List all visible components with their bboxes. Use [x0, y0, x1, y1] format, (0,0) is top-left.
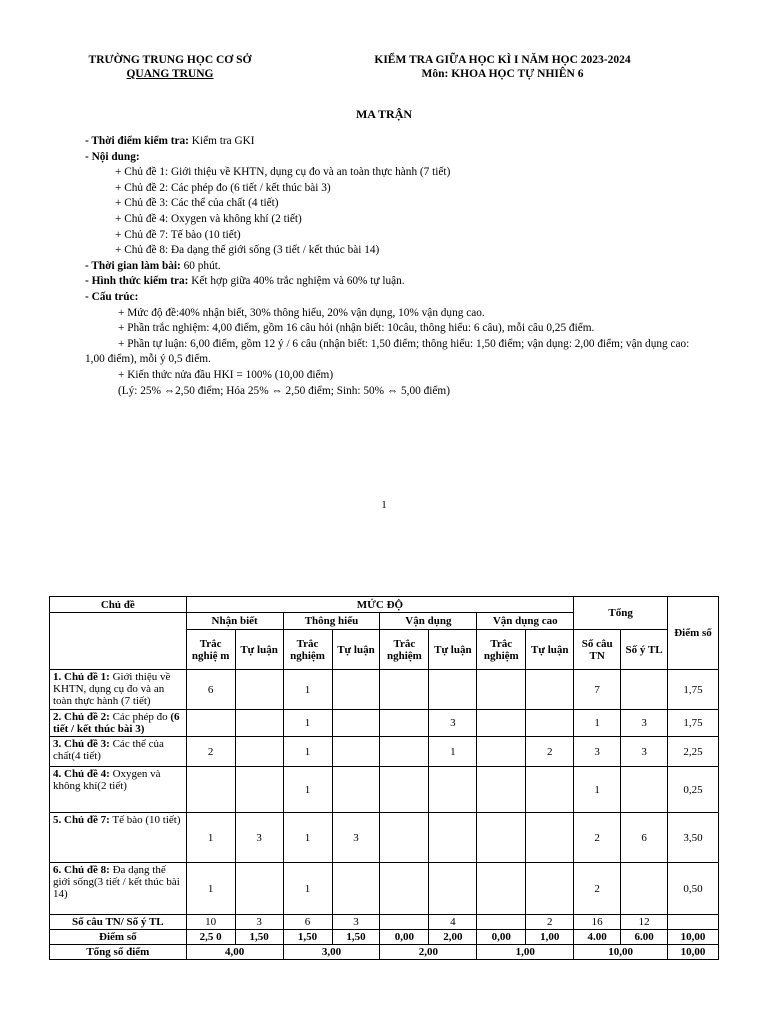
value-cell: [429, 813, 477, 863]
time-line: - Thời điểm kiểm tra: Kiểm tra GKI: [85, 135, 255, 147]
value-cell: 1,75: [668, 670, 719, 710]
level-application: Vận dụng: [380, 613, 477, 630]
value-cell: 1: [283, 670, 332, 710]
level-high-application: Vận dụng cao: [477, 613, 574, 630]
value-cell: 1: [186, 813, 235, 863]
value-cell: [332, 670, 380, 710]
value-cell: 2: [526, 737, 574, 767]
value-cell: [235, 710, 283, 737]
exam-title: [345, 53, 660, 81]
topic-cell: 4. Chủ đề 4: Oxygen và không khí(2 tiết): [50, 767, 187, 813]
value-cell: 1: [283, 710, 332, 737]
value-cell: [332, 737, 380, 767]
table-row: [50, 863, 719, 915]
value-cell: 6: [186, 670, 235, 710]
value-cell: [429, 670, 477, 710]
value-cell: [621, 863, 668, 915]
subheader-essay: Tự luận: [429, 630, 477, 670]
structure-item: + Phần tự luận: 6,00 điểm, gồm 12 ý / 6 câu (nhận biết: 1,50 điểm; thông hiểu: 1,50 điểm; vận dụng: 2,00 điểm; vận dụng cao: 1,00 điểm), mỗi ý 0,5 điểm.: [85, 337, 690, 366]
value-cell: 1: [283, 737, 332, 767]
value-cell: [332, 710, 380, 737]
value-cell: [235, 670, 283, 710]
value-cell: 2: [574, 863, 621, 915]
value-cell: [477, 863, 526, 915]
subheader-essay-count: Số ý TL: [621, 630, 668, 670]
school-line-2: QUANG TRUNG: [126, 68, 214, 80]
value-cell: [235, 767, 283, 813]
value-cell: [477, 767, 526, 813]
value-cell: 3,50: [668, 813, 719, 863]
value-cell: [235, 737, 283, 767]
value-cell: 0,25: [668, 767, 719, 813]
page-number: 1: [381, 499, 387, 511]
table-row: [50, 670, 719, 710]
duration-line: - Thời gian làm bài: 60 phút.: [85, 259, 221, 272]
count-row: Số câu TN/ Số ý TL 10 3 6 3 4 2 16 12: [50, 915, 719, 930]
value-cell: 2: [574, 813, 621, 863]
subheader-mc-count: Số câu TN: [574, 630, 621, 670]
structure-item: + Phần trắc nghiệm: 4,00 điểm, gồm 16 câu hỏi (nhận biết: 10câu, thông hiểu: 6 câu), mỗi câu 0,25 điểm.: [118, 322, 595, 335]
value-cell: [621, 767, 668, 813]
value-cell: 1: [186, 863, 235, 915]
topic-item: + Chủ đề 2: Các phép đo (6 tiết / kết thúc bài 3): [115, 181, 331, 194]
value-cell: [526, 863, 574, 915]
structure-item: (Lý: 25% ⇔2,50 điểm; Hóa 25% ⇔ 2,50 điểm; Sinh: 50% ⇔ 5,00 điểm): [118, 384, 450, 397]
subheader-essay: Tự luận: [235, 630, 283, 670]
value-cell: 2: [186, 737, 235, 767]
subheader-essay: Tự luận: [332, 630, 380, 670]
header-level: MỨC ĐỘ: [186, 597, 574, 613]
value-cell: 6: [621, 813, 668, 863]
value-cell: 1: [574, 710, 621, 737]
exam-matrix-table: [49, 596, 719, 960]
topic-cell: 2. Chủ đề 2: Các phép đo (6 tiết / kết thúc bài 3): [50, 710, 187, 737]
value-cell: [380, 767, 429, 813]
school-name: [70, 53, 270, 81]
value-cell: [429, 863, 477, 915]
topic-cell: 5. Chủ đề 7: Tế bào (10 tiết): [50, 813, 187, 863]
topic-cell: 1. Chủ đề 1: Giới thiệu về KHTN, dụng cụ đo và an toàn thực hành (7 tiết): [50, 670, 187, 710]
value-cell: 1: [283, 767, 332, 813]
exam-line-1: KIỂM TRA GIỮA HỌC KÌ I NĂM HỌC 2023-2024: [374, 54, 631, 66]
structure-label: - Cấu trúc:: [85, 290, 139, 303]
structure-item: + Kiến thức nửa đầu HKI = 100% (10,00 điểm): [118, 368, 334, 381]
topic-rows: [50, 670, 719, 915]
header-total: Tổng: [574, 597, 668, 630]
value-cell: 1: [574, 767, 621, 813]
value-cell: [332, 767, 380, 813]
value-cell: 7: [574, 670, 621, 710]
table-row: [50, 737, 719, 767]
value-cell: [526, 767, 574, 813]
value-cell: 3: [235, 813, 283, 863]
value-cell: [235, 863, 283, 915]
value-cell: 1: [283, 863, 332, 915]
topic-item: + Chủ đề 1: Giới thiệu về KHTN, dụng cụ đo và an toàn thực hành (7 tiết): [115, 166, 451, 179]
value-cell: [332, 863, 380, 915]
page-title: MA TRẬN: [355, 107, 413, 121]
value-cell: 2,25: [668, 737, 719, 767]
total-row: Tổng số điểm 4,00 3,00 2,00 1,00 10,00 10,00: [50, 945, 719, 960]
format-line: - Hình thức kiểm tra: Kết hợp giữa 40% trắc nghiệm và 60% tự luận.: [85, 275, 405, 288]
value-cell: [380, 813, 429, 863]
value-cell: 3: [429, 710, 477, 737]
table-header-row: [50, 597, 719, 613]
exam-subject: Môn: KHOA HỌC TỰ NHIÊN 6: [421, 68, 584, 80]
exam-info: [85, 134, 705, 399]
school-line-1: TRƯỜNG TRUNG HỌC CƠ SỞ: [88, 54, 252, 66]
score-row: Điểm số 2,5 0 1,50 1,50 1,50 0,00 2,00 0,00 1,00 4.00 6.00 10,00: [50, 930, 719, 945]
subheader-mc: Trắc nghiệm: [283, 630, 332, 670]
level-recognition: Nhận biết: [186, 613, 283, 630]
subheader-mc: Trắc nghiệm: [380, 630, 429, 670]
value-cell: [621, 670, 668, 710]
value-cell: [186, 710, 235, 737]
value-cell: [526, 670, 574, 710]
value-cell: [477, 670, 526, 710]
value-cell: [380, 737, 429, 767]
value-cell: 3: [621, 737, 668, 767]
subheader-mc: Trắc nghiệm: [477, 630, 526, 670]
topic-item: + Chủ đề 7: Tế bào (10 tiết): [115, 228, 241, 241]
topic-item: + Chủ đề 4: Oxygen và không khí (2 tiết): [115, 212, 302, 225]
value-cell: 3: [332, 813, 380, 863]
header-score: Điểm số: [668, 597, 719, 670]
table-row: [50, 710, 719, 737]
value-cell: [477, 710, 526, 737]
value-cell: [429, 767, 477, 813]
value-cell: 1: [429, 737, 477, 767]
value-cell: 3: [574, 737, 621, 767]
header-topic: Chủ đề: [50, 597, 187, 613]
value-cell: 1: [283, 813, 332, 863]
table-row: [50, 813, 719, 863]
subheader-mc: Trắc nghiệ m: [186, 630, 235, 670]
value-cell: 0,50: [668, 863, 719, 915]
value-cell: [477, 813, 526, 863]
level-comprehension: Thông hiểu: [283, 613, 380, 630]
topic-cell: 6. Chủ đề 8: Đa dạng thế giới sống(3 tiết / kết thúc bài 14): [50, 863, 187, 915]
subheader-essay: Tự luận: [526, 630, 574, 670]
value-cell: [380, 710, 429, 737]
value-cell: [380, 863, 429, 915]
value-cell: 3: [621, 710, 668, 737]
value-cell: [477, 737, 526, 767]
content-label: - Nội dung:: [85, 150, 140, 163]
topic-item: + Chủ đề 8: Đa dạng thế giới sống (3 tiết / kết thúc bài 14): [115, 244, 380, 257]
table-row: [50, 767, 719, 813]
value-cell: [186, 767, 235, 813]
structure-item: + Mức độ đề:40% nhận biết, 30% thông hiểu, 20% vận dụng, 10% vận dụng cao.: [118, 306, 485, 319]
topic-item: + Chủ đề 3: Các thể của chất (4 tiết): [115, 197, 279, 210]
value-cell: 1,75: [668, 710, 719, 737]
value-cell: [526, 813, 574, 863]
topic-cell: 3. Chủ đề 3: Các thể của chất(4 tiết): [50, 737, 187, 767]
value-cell: [526, 710, 574, 737]
value-cell: [380, 670, 429, 710]
